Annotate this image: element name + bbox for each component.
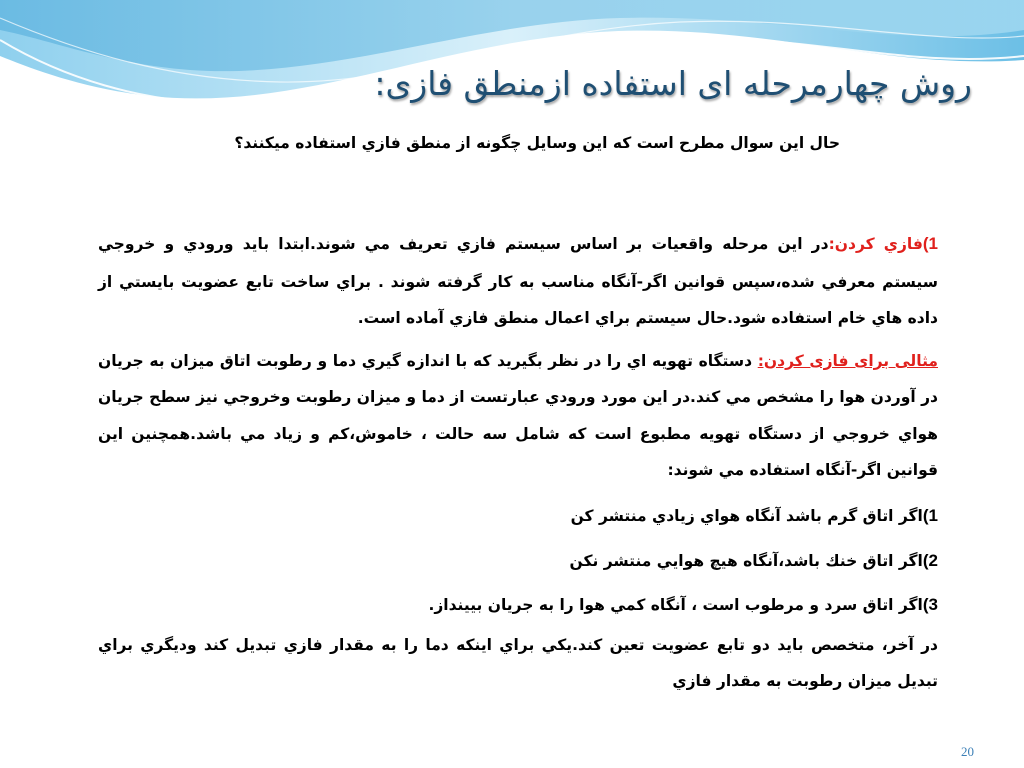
rule-number: 1): [922, 506, 938, 526]
rule-number: 3): [922, 594, 938, 614]
step-text: در اين مرحله واقعيات بر اساس سيستم فازي تعريف مي شوند.ابتدا بايد ورودي و خروجي سيستم معرفي شده،سپس قوانين اگر-آنگاه مناسب به کار گرفته شوند . براي ساخت تابع عضويت بايستي از داده هاي خام استفاده شود.حال سيستم براي اعمال منطق فازي آماده است.: [98, 235, 938, 328]
rule-text: اگر اتاق گرم باشد آنگاه هواي زيادي منتشر کن: [570, 507, 923, 526]
example-label: مثالی برای فازی کردن:: [757, 351, 938, 370]
step-number: 1): [922, 234, 938, 253]
rule-number: 2): [922, 550, 938, 570]
rule-text: اگر اتاق سرد و مرطوب است ، آنگاه كمي هوا را به جريان بيينداز.: [428, 595, 923, 614]
example-paragraph: [98, 343, 938, 489]
slide-subtitle: حال این سوال مطرح است که این وسایل چگونه از منطق فازي استفاده میکنند؟: [234, 134, 840, 152]
slide-body: [98, 224, 938, 706]
example-text: دستگاه تهويه اي را در نظر بگيريد كه با اندازه گيري دما و رطوبت اتاق ميزان به جريان در آوردن هوا را مشخص مي كند.در اين مورد ورودي عبارتست از دما و ميزان رطوبت وخروجي نيز سطح جريان هواي خروجي از دستگاه تهويه مطبوع است كه شامل سه حالت ، خاموش،کم و زياد مي باشد.همچنين اين قوانين اگر-آنگاه استفاده مي شوند:: [98, 351, 938, 480]
step-label: فازي كردن:: [828, 235, 923, 253]
step-fuzzification-paragraph: [98, 224, 938, 337]
page-number: 20: [961, 744, 974, 759]
slide-title: روش چهارمرحله ای استفاده ازمنطق فازی:: [374, 64, 972, 103]
conclusion-paragraph: در آخر، متخصص بايد دو تابع عضويت تعين كند.يكي براي اينكه دما را به مقدار فازي تبديل كند وديگري براي تبديل ميزان رطوبت به مقدار فازي: [98, 636, 938, 691]
rule-item: [98, 583, 938, 627]
rule-item: [98, 539, 938, 583]
rule-item: [98, 494, 938, 538]
rule-text: اگر اتاق خنك باشد،آنگاه هيچ هوايي منتشر نكن: [569, 551, 923, 570]
